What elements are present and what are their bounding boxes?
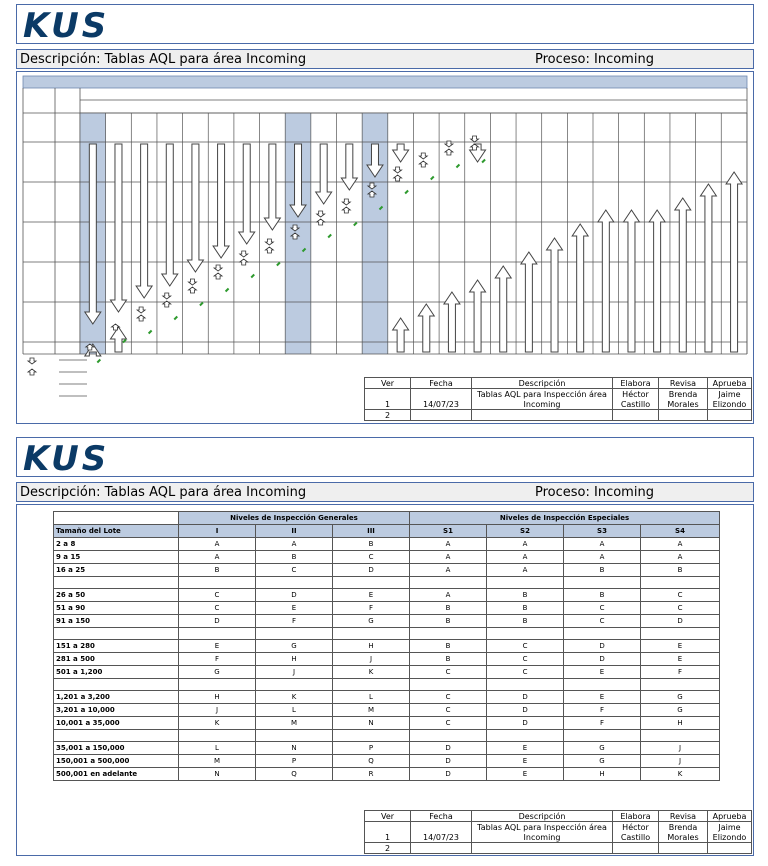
green-tick-icon: [251, 275, 254, 278]
code-letter-cell: A: [487, 564, 564, 577]
code-letter-cell: A: [641, 551, 720, 564]
green-tick-icon: [482, 160, 485, 163]
code-letter-cell: F: [333, 602, 410, 615]
arrow-up-icon: [393, 318, 409, 352]
chart-frame: [16, 71, 754, 424]
code-letter-cell: A: [641, 538, 720, 551]
kus-logo: KUS: [23, 6, 110, 46]
code-letter-cell: G: [333, 615, 410, 628]
small-up-arrow-icon: [342, 207, 350, 213]
code-letter-cell: C: [333, 551, 410, 564]
sig-aprueba-line1: Jaime: [708, 822, 752, 833]
arrow-down-icon: [110, 144, 126, 312]
arrow-up-icon: [110, 327, 126, 352]
code-letter-cell: B: [487, 589, 564, 602]
small-down-arrow-icon: [240, 251, 248, 257]
lot-size-cell: 281 a 500: [54, 653, 179, 666]
lot-size-cell: 9 a 15: [54, 551, 179, 564]
lot-size-cell: 1,201 a 3,200: [54, 691, 179, 704]
code-letter-cell: D: [256, 589, 333, 602]
table-row: [54, 653, 720, 666]
lot-size-cell: 151 a 280: [54, 640, 179, 653]
table-row: [54, 768, 720, 781]
code-letter-cell: A: [410, 589, 487, 602]
lot-size-cell: 35,001 a 150,000: [54, 742, 179, 755]
arrow-up-icon: [418, 304, 434, 352]
sig-ver-2: 2: [365, 843, 411, 854]
code-letter-cell: D: [179, 615, 256, 628]
code-letter-cell: E: [487, 768, 564, 781]
code-letter-cell: N: [179, 768, 256, 781]
code-letter-cell: D: [410, 742, 487, 755]
description-bar-1: [16, 49, 754, 69]
spacer-row: [54, 679, 720, 691]
arrow-down-icon: [136, 144, 152, 298]
col-header-S2: S2: [487, 525, 564, 538]
code-letter-cell: C: [487, 640, 564, 653]
lot-size-cell: 51 a 90: [54, 602, 179, 615]
sig-elabora-line1: Héctor: [613, 822, 659, 833]
green-tick-icon: [97, 360, 100, 363]
table-row: [54, 691, 720, 704]
code-letter-cell: M: [256, 717, 333, 730]
code-letter-cell: J: [333, 653, 410, 666]
code-letter-cell: A: [410, 538, 487, 551]
code-letter-cell: D: [333, 564, 410, 577]
col-header-III: III: [333, 525, 410, 538]
code-letter-cell: J: [641, 755, 720, 768]
col-header-S3: S3: [564, 525, 641, 538]
sig-header-revisa: Revisa: [659, 378, 708, 389]
small-up-arrow-icon: [214, 273, 222, 279]
code-letter-cell: P: [333, 742, 410, 755]
code-letter-cell: Q: [256, 768, 333, 781]
aql-arrow-chart: [17, 72, 753, 423]
description-label: Descripción: Tablas AQL para área Incoming: [20, 52, 307, 67]
code-letter-cell: G: [564, 755, 641, 768]
header-band: [23, 76, 747, 88]
small-up-arrow-icon: [419, 161, 427, 167]
lot-size-cell: 10,001 a 35,000: [54, 717, 179, 730]
code-letter-cell: B: [256, 551, 333, 564]
code-letter-cell: R: [333, 768, 410, 781]
lot-size-cell: 501 a 1,200: [54, 666, 179, 679]
green-tick-icon: [200, 303, 203, 306]
arrow-down-icon: [162, 144, 178, 286]
code-letter-cell: C: [179, 602, 256, 615]
code-letter-cell: E: [564, 691, 641, 704]
code-letter-cell: F: [564, 704, 641, 717]
sig-fecha-1: 14/07/23: [411, 832, 472, 843]
sig-ver-2: 2: [365, 410, 411, 421]
small-up-arrow-icon: [28, 369, 36, 375]
code-letter-cell: C: [410, 691, 487, 704]
signature-table-2: [364, 810, 752, 854]
code-letter-cell: Q: [333, 755, 410, 768]
description-label: Descripción: Tablas AQL para área Incoming: [20, 485, 307, 500]
code-letter-cell: C: [410, 717, 487, 730]
code-letter-cell: D: [487, 704, 564, 717]
table-row: [54, 640, 720, 653]
sig-desc-line2: Incoming: [472, 399, 613, 410]
lot-size-cell: 16 a 25: [54, 564, 179, 577]
green-tick-icon: [431, 177, 434, 180]
code-letter-cell: E: [256, 602, 333, 615]
sig-desc-line2: Incoming: [472, 832, 613, 843]
sig-elabora-line2: Castillo: [613, 399, 659, 410]
general-levels-header: Niveles de Inspección Generales: [179, 512, 410, 525]
small-up-arrow-icon: [317, 219, 325, 225]
small-down-arrow-icon: [317, 211, 325, 217]
arrow-up-icon: [547, 238, 563, 352]
sig-revisa-line1: Brenda: [659, 389, 708, 400]
arrow-up-icon: [495, 266, 511, 352]
code-letter-cell: D: [564, 640, 641, 653]
code-letter-cell: G: [564, 742, 641, 755]
small-up-arrow-icon: [394, 175, 402, 181]
table-row: [54, 755, 720, 768]
green-tick-icon: [277, 263, 280, 266]
table-row: [54, 538, 720, 551]
code-letter-cell: F: [256, 615, 333, 628]
signature-table-1: [364, 377, 752, 421]
code-letter-cell: L: [256, 704, 333, 717]
table-row: [54, 742, 720, 755]
code-letter-cell: C: [641, 602, 720, 615]
small-down-arrow-icon: [163, 293, 171, 299]
spacer-row: [54, 628, 720, 640]
green-tick-icon: [174, 317, 177, 320]
table-row: [54, 717, 720, 730]
code-letter-cell: B: [333, 538, 410, 551]
sig-elabora-line1: Héctor: [613, 389, 659, 400]
code-letter-cell: A: [179, 551, 256, 564]
green-tick-icon: [354, 223, 357, 226]
lot-size-cell: 2 a 8: [54, 538, 179, 551]
arrow-up-icon: [675, 198, 691, 352]
small-up-arrow-icon: [445, 149, 453, 155]
col-header-S4: S4: [641, 525, 720, 538]
col-header-I: I: [179, 525, 256, 538]
code-letter-cell: E: [564, 666, 641, 679]
code-letter-cell: E: [179, 640, 256, 653]
arrow-down-icon: [264, 144, 280, 230]
code-letter-cell: G: [641, 704, 720, 717]
code-letter-cell: B: [641, 564, 720, 577]
table-row: [54, 666, 720, 679]
code-letter-cell: C: [410, 666, 487, 679]
sig-header-aprueba: Aprueba: [708, 378, 752, 389]
small-up-arrow-icon: [188, 287, 196, 293]
code-letter-cell: D: [410, 755, 487, 768]
code-letter-cell: A: [179, 538, 256, 551]
aql-sample-size-table: [53, 511, 720, 781]
small-down-arrow-icon: [342, 199, 350, 205]
sig-header-fecha: Fecha: [411, 378, 472, 389]
code-letter-cell: D: [487, 691, 564, 704]
code-letter-cell: C: [487, 666, 564, 679]
code-letter-cell: D: [564, 653, 641, 666]
logo-frame-2: [16, 437, 754, 477]
code-letter-cell: F: [179, 653, 256, 666]
code-letter-cell: N: [256, 742, 333, 755]
code-letter-cell: H: [333, 640, 410, 653]
sig-fecha-1: 14/07/23: [411, 399, 472, 410]
table-frame: [16, 504, 754, 856]
code-letter-cell: H: [179, 691, 256, 704]
code-letter-cell: M: [333, 704, 410, 717]
green-tick-icon: [149, 331, 152, 334]
code-letter-cell: D: [641, 615, 720, 628]
code-letter-cell: L: [179, 742, 256, 755]
sig-header-ver: Ver: [365, 811, 411, 822]
sig-elabora-line2: Castillo: [613, 832, 659, 843]
code-letter-cell: K: [333, 666, 410, 679]
sig-header-fecha: Fecha: [411, 811, 472, 822]
col-header-S1: S1: [410, 525, 487, 538]
code-letter-cell: C: [564, 615, 641, 628]
code-letter-cell: H: [641, 717, 720, 730]
sig-header-ver: Ver: [365, 378, 411, 389]
sig-ver-1: 1: [365, 399, 411, 410]
code-letter-cell: E: [641, 640, 720, 653]
small-up-arrow-icon: [240, 259, 248, 265]
spacer-row: [54, 577, 720, 589]
lot-size-header: Tamaño del Lote: [54, 525, 179, 538]
code-letter-cell: F: [564, 717, 641, 730]
code-letter-cell: B: [410, 653, 487, 666]
small-down-arrow-icon: [419, 153, 427, 159]
arrow-up-icon: [444, 292, 460, 352]
code-letter-cell: A: [487, 551, 564, 564]
code-letter-cell: K: [179, 717, 256, 730]
small-up-arrow-icon: [137, 315, 145, 321]
code-letter-cell: A: [564, 551, 641, 564]
small-down-arrow-icon: [214, 265, 222, 271]
code-letter-cell: B: [410, 615, 487, 628]
table-row: [54, 551, 720, 564]
code-letter-cell: G: [179, 666, 256, 679]
small-down-arrow-icon: [471, 136, 479, 142]
logo-frame-1: [16, 4, 754, 44]
small-down-arrow-icon: [188, 279, 196, 285]
code-letter-cell: B: [487, 602, 564, 615]
sig-aprueba-line2: Elizondo: [708, 399, 752, 410]
arrow-up-icon: [470, 280, 486, 352]
code-letter-cell: A: [487, 538, 564, 551]
sig-ver-1: 1: [365, 832, 411, 843]
code-letter-cell: E: [333, 589, 410, 602]
code-letter-cell: E: [487, 742, 564, 755]
code-letter-cell: H: [564, 768, 641, 781]
process-label: Proceso: Incoming: [535, 485, 654, 500]
code-letter-cell: J: [179, 704, 256, 717]
arrow-down-icon: [393, 144, 409, 162]
table-row: [54, 704, 720, 717]
sig-desc-line1: Tablas AQL para Inspección área: [472, 389, 613, 400]
green-tick-icon: [328, 235, 331, 238]
code-letter-cell: C: [179, 589, 256, 602]
code-letter-cell: C: [487, 653, 564, 666]
code-letter-cell: B: [410, 602, 487, 615]
code-letter-cell: A: [410, 551, 487, 564]
arrow-down-icon: [316, 144, 332, 204]
spacer-row: [54, 730, 720, 742]
arrow-down-icon: [187, 144, 203, 272]
code-letter-cell: G: [641, 691, 720, 704]
code-letter-cell: B: [564, 564, 641, 577]
code-letter-cell: N: [333, 717, 410, 730]
code-letter-cell: C: [641, 589, 720, 602]
code-letter-cell: D: [410, 768, 487, 781]
arrow-down-icon: [239, 144, 255, 244]
sig-revisa-line1: Brenda: [659, 822, 708, 833]
sig-header-elabora: Elabora: [613, 811, 659, 822]
col-header-II: II: [256, 525, 333, 538]
lot-size-cell: 500,001 en adelante: [54, 768, 179, 781]
arrow-up-icon: [649, 210, 665, 352]
description-bar-2: [16, 482, 754, 502]
sig-desc-line1: Tablas AQL para Inspección área: [472, 822, 613, 833]
green-tick-icon: [405, 191, 408, 194]
small-down-arrow-icon: [137, 307, 145, 313]
code-letter-cell: J: [641, 742, 720, 755]
sig-header-descripcion: Descripción: [472, 378, 613, 389]
table-row: [54, 602, 720, 615]
special-levels-header: Niveles de Inspección Especiales: [410, 512, 720, 525]
code-letter-cell: A: [564, 538, 641, 551]
code-letter-cell: C: [410, 704, 487, 717]
code-letter-cell: E: [641, 653, 720, 666]
arrow-up-icon: [598, 210, 614, 352]
code-letter-cell: B: [564, 589, 641, 602]
sig-revisa-line2: Morales: [659, 832, 708, 843]
code-letter-cell: J: [256, 666, 333, 679]
code-letter-cell: G: [256, 640, 333, 653]
code-letter-cell: L: [333, 691, 410, 704]
sig-header-elabora: Elabora: [613, 378, 659, 389]
table-row: [54, 589, 720, 602]
small-down-arrow-icon: [394, 167, 402, 173]
sig-header-aprueba: Aprueba: [708, 811, 752, 822]
lot-size-cell: 3,201 a 10,000: [54, 704, 179, 717]
lot-size-cell: 150,001 a 500,000: [54, 755, 179, 768]
green-tick-icon: [456, 165, 459, 168]
lot-size-cell: 91 a 150: [54, 615, 179, 628]
sig-header-revisa: Revisa: [659, 811, 708, 822]
arrow-down-icon: [341, 144, 357, 190]
small-down-arrow-icon: [265, 239, 273, 245]
code-letter-cell: K: [641, 768, 720, 781]
code-letter-cell: K: [256, 691, 333, 704]
arrow-down-icon: [213, 144, 229, 258]
small-up-arrow-icon: [265, 247, 273, 253]
arrow-up-icon: [572, 224, 588, 352]
code-letter-cell: P: [256, 755, 333, 768]
code-letter-cell: F: [641, 666, 720, 679]
sig-aprueba-line1: Jaime: [708, 389, 752, 400]
code-letter-cell: C: [256, 564, 333, 577]
arrow-up-icon: [700, 184, 716, 352]
green-tick-icon: [226, 289, 229, 292]
arrow-up-icon: [623, 210, 639, 352]
code-letter-cell: A: [410, 564, 487, 577]
table-row: [54, 615, 720, 628]
code-letter-cell: C: [564, 602, 641, 615]
code-letter-cell: B: [410, 640, 487, 653]
kus-logo: KUS: [23, 439, 110, 479]
code-letter-cell: M: [179, 755, 256, 768]
table-row: [54, 564, 720, 577]
sig-header-descripcion: Descripción: [472, 811, 613, 822]
code-letter-cell: A: [256, 538, 333, 551]
code-letter-cell: D: [487, 717, 564, 730]
small-down-arrow-icon: [28, 358, 36, 364]
lot-size-cell: 26 a 50: [54, 589, 179, 602]
process-label: Proceso: Incoming: [535, 52, 654, 67]
code-letter-cell: B: [179, 564, 256, 577]
sig-revisa-line2: Morales: [659, 399, 708, 410]
code-letter-cell: B: [487, 615, 564, 628]
sig-aprueba-line2: Elizondo: [708, 832, 752, 843]
code-letter-cell: H: [256, 653, 333, 666]
code-letter-cell: E: [487, 755, 564, 768]
